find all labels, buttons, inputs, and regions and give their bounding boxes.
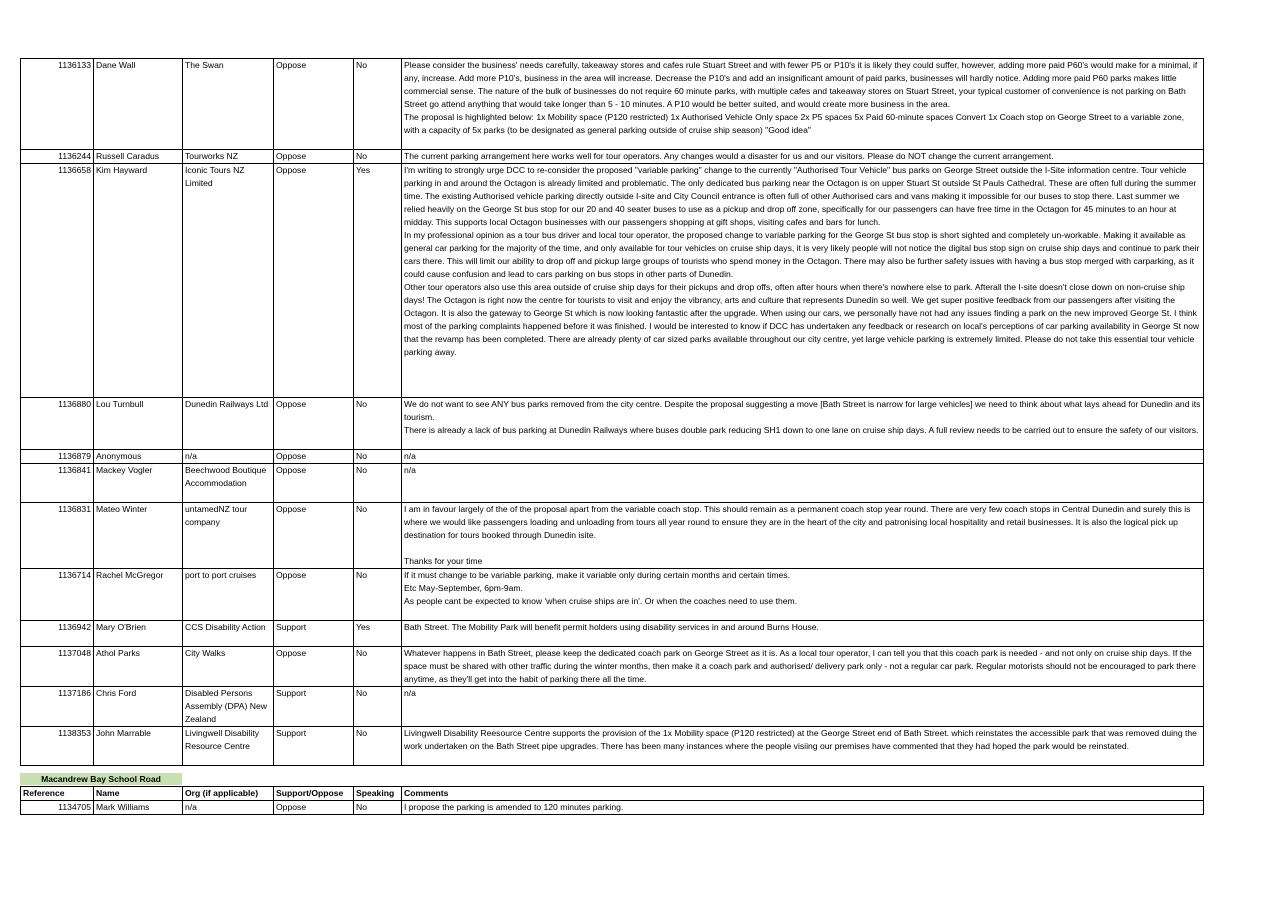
support-oppose-cell: Oppose	[274, 398, 354, 450]
comment-paragraph: n/a	[404, 465, 416, 475]
name-cell: Mark Williams	[94, 801, 183, 815]
speaking-cell: Yes	[354, 164, 402, 398]
name-cell: Chris Ford	[94, 687, 183, 727]
support-oppose-cell: Oppose	[274, 450, 354, 464]
reference-cell: 1136831	[21, 503, 94, 569]
support-oppose-cell: Oppose	[274, 569, 354, 621]
org-cell: port to port cruises	[183, 569, 274, 621]
reference-cell: 1136942	[21, 621, 94, 647]
org-cell: Dunedin Railways Ltd	[183, 398, 274, 450]
speaking-cell: No	[354, 647, 402, 687]
org-cell: n/a	[183, 801, 274, 815]
table-row	[21, 450, 1204, 464]
comments-cell	[402, 801, 1204, 815]
support-oppose-cell: Support	[274, 621, 354, 647]
support-oppose-cell: Oppose	[274, 801, 354, 815]
table-row	[21, 503, 1204, 569]
section-title: Macandrew Bay School Road	[20, 773, 182, 785]
reference-cell: 1136133	[21, 59, 94, 150]
reference-cell: 1136714	[21, 569, 94, 621]
header-org: Org (if applicable)	[183, 787, 274, 801]
comment-paragraph: Etc May-September, 6pm-9am.	[404, 583, 523, 593]
speaking-cell: No	[354, 464, 402, 503]
reference-cell: 1136841	[21, 464, 94, 503]
comment-paragraph: The proposal is highlighted below: 1x Mobility space (P120 restricted) 1x Authorised Vehicle Only space 2x P5 spaces 5x Paid 60-minute spaces Convert 1x Coach stop on George Street to a variable zone, with a capacity of 5x parks (to be designated as general parking outside of cruise ship season) "Good idea"	[404, 112, 1185, 135]
support-oppose-cell: Oppose	[274, 164, 354, 398]
comments-cell	[402, 164, 1204, 398]
org-cell: Beechwood Boutique Accommodation	[183, 464, 274, 503]
comment-paragraph: I propose the parking is amended to 120 minutes parking.	[404, 802, 624, 812]
comments-cell	[402, 398, 1204, 450]
comment-paragraph: n/a	[404, 688, 416, 698]
name-cell: Mary O'Brien	[94, 621, 183, 647]
comments-cell	[402, 727, 1204, 766]
org-cell: n/a	[183, 450, 274, 464]
speaking-cell: No	[354, 503, 402, 569]
speaking-cell: No	[354, 398, 402, 450]
reference-cell: 1136880	[21, 398, 94, 450]
support-oppose-cell: Oppose	[274, 647, 354, 687]
table-row	[21, 59, 1204, 150]
name-cell: Lou Turnbull	[94, 398, 183, 450]
support-oppose-cell: Oppose	[274, 150, 354, 164]
support-oppose-cell: Oppose	[274, 464, 354, 503]
section-table	[20, 786, 1204, 815]
header-reference: Reference	[21, 787, 94, 801]
header-name: Name	[94, 787, 183, 801]
reference-cell: 1136244	[21, 150, 94, 164]
table-row	[21, 647, 1204, 687]
speaking-cell: No	[354, 150, 402, 164]
comments-cell	[402, 464, 1204, 503]
comment-paragraph: I am in favour largely of the of the proposal apart from the variable coach stop. This should remain as a permanent coach stop year round. There are very few coach stops in Central Dunedin and surely this is where we would like passengers loading and unloading from tours all year round to ensure they are in the heart of the city and patronising local hospitality and retail businesses. It is also the logical pick up destination for tours booked through Dunedin isite.	[404, 504, 1191, 540]
comments-cell	[402, 150, 1204, 164]
comments-cell	[402, 59, 1204, 150]
submissions-table	[20, 58, 1204, 766]
table-row	[21, 727, 1204, 766]
comment-paragraph: We do not want to see ANY bus parks removed from the city centre. Despite the proposal suggesting a move [Bath Street is narrow for large vehicles] we need to think about what lays ahead for Dunedin and its tourism.	[404, 399, 1201, 422]
comment-paragraph: Thanks for your time	[404, 556, 483, 566]
org-cell: The Swan	[183, 59, 274, 150]
table-row	[21, 801, 1204, 815]
name-cell: Rachel McGregor	[94, 569, 183, 621]
comments-cell	[402, 503, 1204, 569]
comment-paragraph: If it must change to be variable parking, make it variable only during certain months and certain times.	[404, 570, 790, 580]
speaking-cell: No	[354, 727, 402, 766]
header-support-oppose: Support/Oppose	[274, 787, 354, 801]
comments-cell	[402, 450, 1204, 464]
comments-cell	[402, 647, 1204, 687]
comments-cell	[402, 569, 1204, 621]
name-cell: Athol Parks	[94, 647, 183, 687]
table-row	[21, 464, 1204, 503]
speaking-cell: No	[354, 569, 402, 621]
header-row	[21, 787, 1204, 801]
comment-paragraph: The current parking arrangement here works well for tour operators. Any changes would a disaster for us and our visitors. Please do NOT change the current arrangement.	[404, 151, 1054, 161]
org-cell: untamedNZ tour company	[183, 503, 274, 569]
comment-paragraph: There is already a lack of bus parking at Dunedin Railways where buses double park reducing SH1 down to one lane on cruise ship days. A full review needs to be carried out to ensure the safety of our visitors.	[404, 425, 1199, 435]
reference-cell: 1137048	[21, 647, 94, 687]
name-cell: Kim Hayward	[94, 164, 183, 398]
comment-paragraph: Bath Street. The Mobility Park will benefit permit holders using disability services in and around Burns House.	[404, 622, 819, 632]
header-comments: Comments	[402, 787, 1204, 801]
speaking-cell: No	[354, 687, 402, 727]
support-oppose-cell: Support	[274, 727, 354, 766]
support-oppose-cell: Oppose	[274, 503, 354, 569]
speaking-cell: No	[354, 450, 402, 464]
name-cell: Mateo Winter	[94, 503, 183, 569]
org-cell: Iconic Tours NZ Limited	[183, 164, 274, 398]
name-cell: Russell Caradus	[94, 150, 183, 164]
table-row	[21, 398, 1204, 450]
reference-cell: 1138353	[21, 727, 94, 766]
comment-paragraph: Other tour operators also use this area outside of cruise ship days for their pickups and drop offs, often after hours when there's nowhere else to park. Afterall the I-site doesn't close down on non-cruise ship days! The Octagon is right now the centre for tourists to visit and enjoy the vibrancy, arts and culture that represents Dunedin so well. We get super positive feedback from our passengers after visiting the Octagon. It is also the gateway to George St which is now looking fantastic after the upgrade. When using our cars, we personally have not had any issues finding a park on the new improved George St. I think most of the parking complaints happened before it was finished. I would be interested to know if DCC has undertaken any feedback or research on local's perceptions of car parking availability in George St now that the revamp has been completed. There are already plenty of car sized parks available throughout our city centre, yet large vehicle parking is extremely limited. Please do not take this essential tour vehicle parking away.	[404, 282, 1200, 357]
name-cell: John Marrable	[94, 727, 183, 766]
comment-paragraph: Whatever happens in Bath Street, please keep the dedicated coach park on George Street as it is. As a local tour operator, I can tell you that this coach park is needed - and not only on cruise ship days. If the space must be shared with other traffic during the winter months, then make it a coach park and authorised/ delivery park only - not a regular car park. Regular motorists should not be encouraged to park there anytime, as they'll get into the habit of parking there all the time.	[404, 648, 1196, 684]
org-cell: City Walks	[183, 647, 274, 687]
speaking-cell: No	[354, 801, 402, 815]
comments-cell	[402, 687, 1204, 727]
support-oppose-cell: Oppose	[274, 59, 354, 150]
name-cell: Anonymous	[94, 450, 183, 464]
reference-cell: 1136658	[21, 164, 94, 398]
comment-paragraph: In my professional opinion as a tour bus driver and local tour operator, the proposed change to variable parking for the George St bus stop is short sighted and completely un-workable. Making it available as general car parking for the majority of the time, and only available for tour vehicles on cruise ship days, it is very likely people will not notice the digital bus stop sign on cruise ship days and continue to park their cars there. This will limit our ability to drop off and pickup large groups of tourists who spend money in the Octagon. There may also be further safety issues with having a bus stop merged with carparking, as it could cause confusion and lead to cars parking on bus stops in other parts of Dunedin.	[404, 230, 1200, 279]
reference-cell: 1136879	[21, 450, 94, 464]
comment-paragraph: As people cant be expected to know 'when cruise ships are in'. Or when the coaches need to use them.	[404, 596, 798, 606]
table-row	[21, 164, 1204, 398]
table-row	[21, 621, 1204, 647]
table-row	[21, 569, 1204, 621]
support-oppose-cell: Support	[274, 687, 354, 727]
org-cell: CCS Disability Action	[183, 621, 274, 647]
comments-cell	[402, 621, 1204, 647]
org-cell: Livingwell Disability Resource Centre	[183, 727, 274, 766]
speaking-cell: No	[354, 59, 402, 150]
name-cell: Dane Wall	[94, 59, 183, 150]
speaking-cell: Yes	[354, 621, 402, 647]
org-cell: Disabled Persons Assembly (DPA) New Zealand	[183, 687, 274, 727]
comment-paragraph: Please consider the business' needs carefully, takeaway stores and cafes rule Stuart Street and with fewer P5 or P10's it is likely they could suffer, however, adding more paid P60's would make for a minimal, if any, increase. Add more P10's, business in the area will increase. Decrease the P10's and add an insignificant amount of paid parks, businesses will hardly notice. Adding more paid P60 parks makes little commercial sense. The nature of the bulk of businesses do not require 60 minute parks, with multiple cafes and takeaway stores on Stuart Street, your typical customer of convenience is not parking on Bath Street go attend anything that would take longer than 5 - 10 minutes. A P10 would be better suited, and would create more business in the area.	[404, 60, 1198, 109]
comment-paragraph: n/a	[404, 451, 416, 461]
table-row	[21, 150, 1204, 164]
org-cell: Tourworks NZ	[183, 150, 274, 164]
comment-paragraph	[404, 542, 1201, 555]
reference-cell: 1134705	[21, 801, 94, 815]
table-row	[21, 687, 1204, 727]
reference-cell: 1137186	[21, 687, 94, 727]
header-speaking: Speaking	[354, 787, 402, 801]
comment-paragraph: I'm writing to strongly urge DCC to re-consider the proposed "variable parking" change to the currently "Authorised Tour Vehicle" bus parks on George Street outside the I-Site information centre. Tour vehicle parking in and around the Octagon is already limited and problematic. The only dedicated bus parking near the Octagon is on upper Stuart St outside St Pauls Cathedral. These are often full during the summer time. The existing Authorised vehicle parking directly outside I-site and City Council entrance is often full of other Authorised cars and vans making it impossible for our buses to stop there. Last summer we relied heavily on the George St bus stop for our 20 and 40 seater buses to use as a pickup and drop off zone, specifically for our passengers can have free time in the Octagon for 45 minutes to an hour at midday. This supports local Octagon businesses with our passengers shopping at gift shops, visiting cafes and bars for lunch.	[404, 165, 1197, 227]
name-cell: Mackey Vogler	[94, 464, 183, 503]
comment-paragraph: Livingwell Disability Reesource Centre supports the provision of the 1x Mobility space (P120 restricted) at the George Street end of Bath Street. which reinstates the accessible park that was removed duing the work undertaken on the Bath Street pipe upgrades. There has been many instances where the people visiing our premises have commented that they had hoped the park would be reinstated.	[404, 728, 1197, 751]
